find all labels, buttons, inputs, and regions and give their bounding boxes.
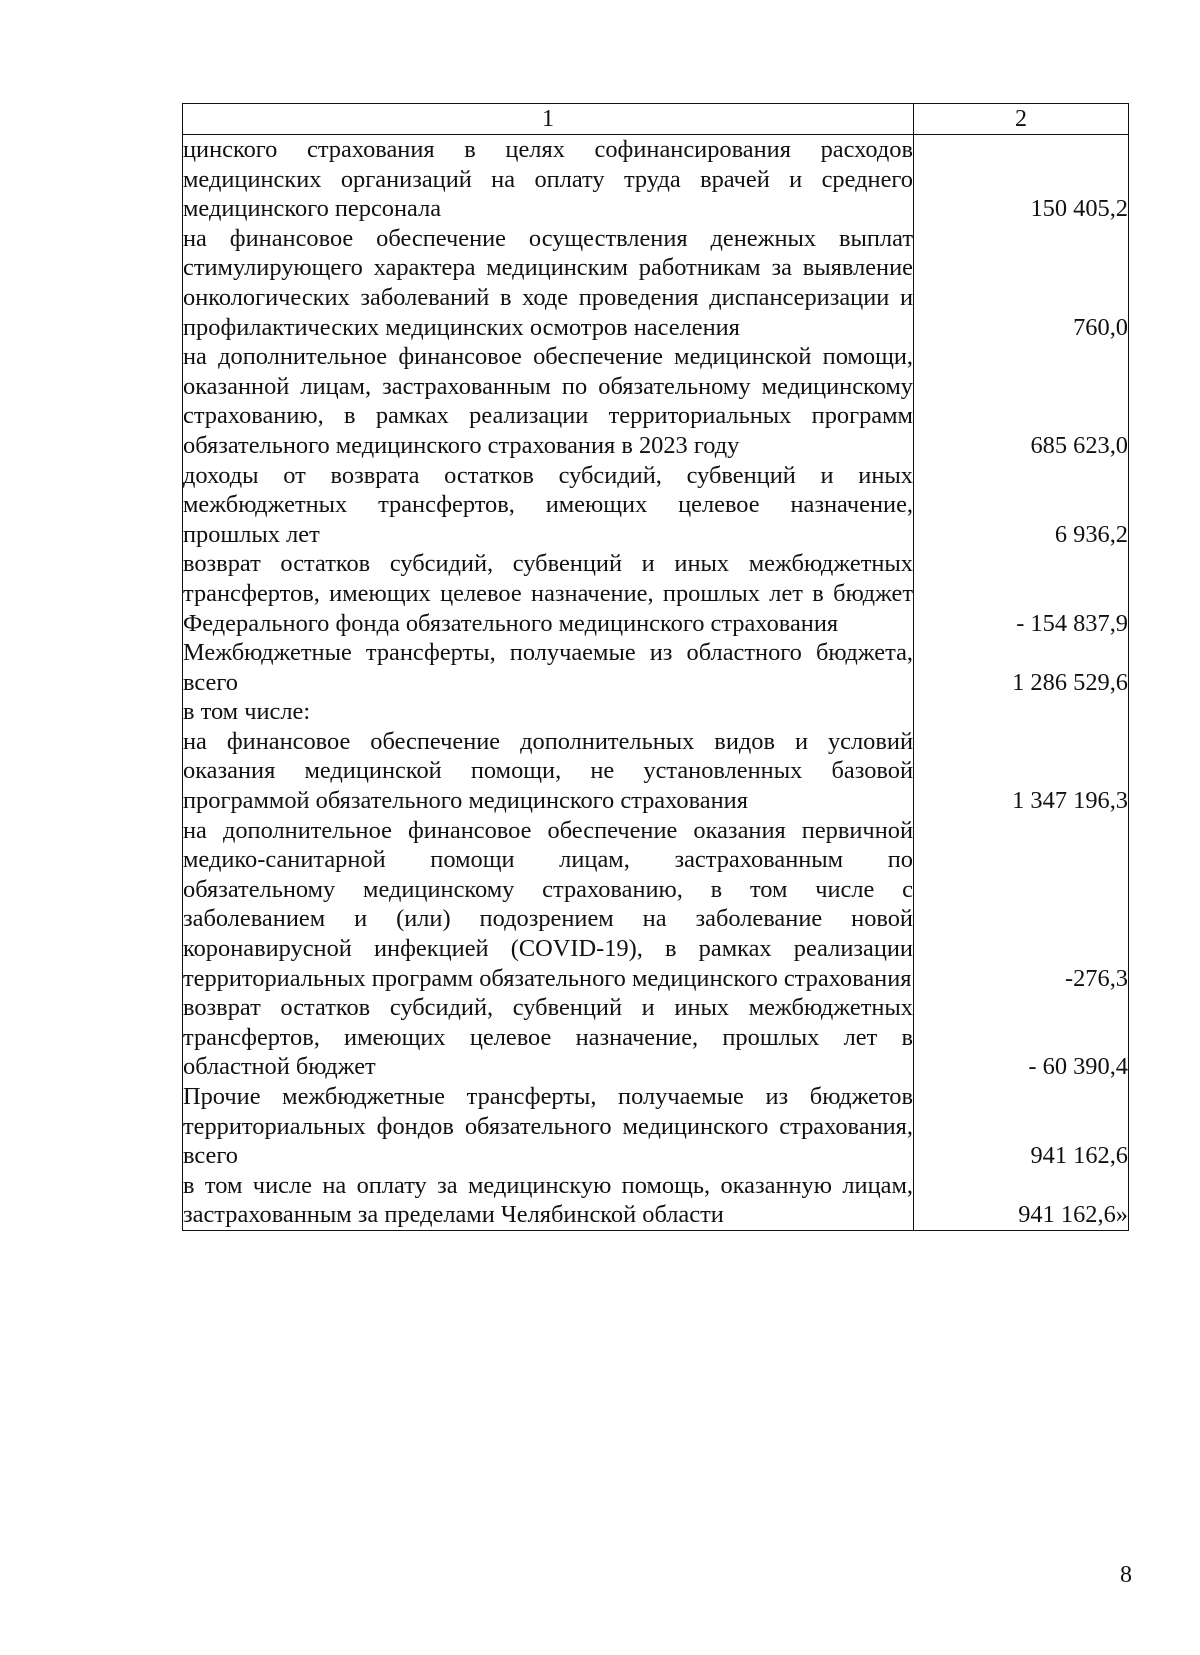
header-row xyxy=(183,104,1129,135)
row-value: -276,3 xyxy=(914,816,1129,994)
row-description: на финансовое обеспечение дополнительных видов и условий оказания медицинской помощи, не установленных базовой программой обязательного медицинского страхования xyxy=(183,727,913,815)
row-value: 1 286 529,6 xyxy=(914,638,1129,697)
row-value: 941 162,6 xyxy=(914,1082,1129,1171)
row-value xyxy=(914,697,1129,727)
row-value: 6 936,2 xyxy=(914,461,1129,550)
budget-table xyxy=(182,103,1129,1231)
table-row xyxy=(183,342,1129,460)
table-row xyxy=(183,549,1129,638)
row-value: 150 405,2 xyxy=(914,135,1129,224)
row-value: 1 347 196,3 xyxy=(914,727,1129,816)
table-row xyxy=(183,638,1129,697)
row-description: возврат остатков субсидий, субвенций и иных межбюджетных трансфертов, имеющих целевое назначение, прошлых лет в бюджет Федерального фонда обязательного медицинского страхования xyxy=(183,550,913,637)
table-row xyxy=(183,135,1129,224)
row-description: на финансовое обеспечение осуществления денежных выплат стимулирующего характера медицинским работникам за выявление онкологических заболеваний в ходе проведения диспансеризации и профилактических медицинских осмотров населения xyxy=(183,224,913,341)
row-value: 685 623,0 xyxy=(914,342,1129,460)
table-row xyxy=(183,1171,1129,1231)
row-description: Прочие межбюджетные трансферты, получаемые из бюджетов территориальных фондов обязательного медицинского страхования, всего xyxy=(183,1083,913,1170)
row-value: - 60 390,4 xyxy=(914,993,1129,1082)
row-value: 941 162,6» xyxy=(914,1171,1129,1231)
table-body xyxy=(183,135,1129,1231)
table-row xyxy=(183,224,1129,342)
column-header-2: 2 xyxy=(914,104,1129,135)
row-description: в том числе: xyxy=(183,697,914,727)
row-description: Межбюджетные трансферты, получаемые из областного бюджета, всего xyxy=(183,639,913,696)
table-row xyxy=(183,1082,1129,1171)
row-description: на дополнительное финансовое обеспечение медицинской помощи, оказанной лицам, застрахованным по обязательному медицинскому страхованию, в рамках реализации территориальных программ обязательного медицинского страхования в 2023 году xyxy=(183,343,913,459)
column-header-1: 1 xyxy=(183,104,914,135)
page-number: 8 xyxy=(1120,1562,1132,1588)
table-row xyxy=(183,461,1129,550)
table-row xyxy=(183,697,1129,727)
table-row xyxy=(183,816,1129,994)
table-row xyxy=(183,727,1129,816)
table-row xyxy=(183,993,1129,1082)
row-description: цинского страхования в целях софинансирования расходов медицинских организаций на оплату труда врачей и среднего медицинского персонала xyxy=(183,136,913,223)
row-description: доходы от возврата остатков субсидий, субвенций и иных межбюджетных трансфертов, имеющих целевое назначение, прошлых лет xyxy=(183,461,913,548)
row-description: в том числе на оплату за медицинскую помощь, оказанную лицам, застрахованным за пределами Челябинской области xyxy=(183,1171,914,1231)
row-description: возврат остатков субсидий, субвенций и иных межбюджетных трансфертов, имеющих целевое назначение, прошлых лет в областной бюджет xyxy=(183,994,913,1081)
row-value: 760,0 xyxy=(914,224,1129,342)
row-description: на дополнительное финансовое обеспечение оказания первичной медико-санитарной помощи лицам, застрахованным по обязательному медицинскому страхованию, в том числе с заболеванием и (или) подозрением на заболевание новой коронавирусной инфекцией (COVID-19), в рамках реализации территориальных программ обязательного медицинского страхования xyxy=(183,816,913,992)
row-value: - 154 837,9 xyxy=(914,549,1129,638)
